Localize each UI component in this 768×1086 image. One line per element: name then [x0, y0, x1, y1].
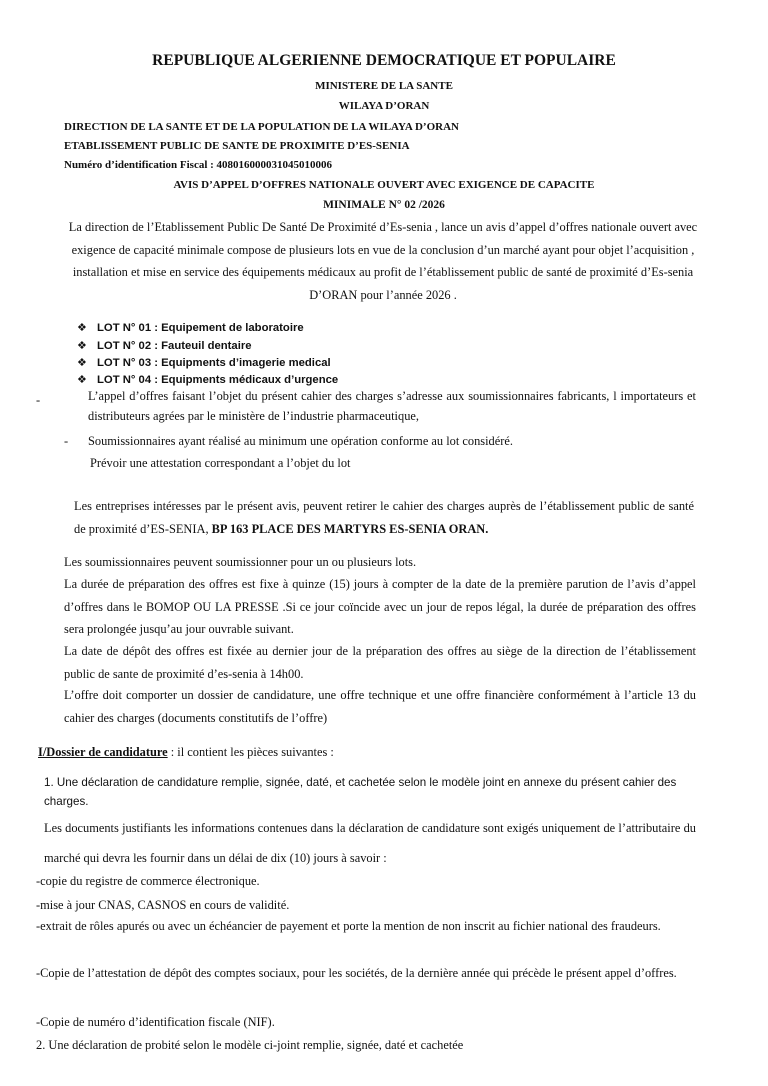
- justification-paragraph: Les documents justifiants les informations contenues dans la déclaration de candidature sont exigés uniquement de l’attributaire du marché qui devra les fournir dans un délai de dix (10) jours à savoir :: [44, 821, 696, 865]
- intro-paragraph: La direction de l’Etablissement Public De Santé De Proximité d’Es-senia , lance un avis d’appel d’offres nationale ouvert avec exigence de capacité minimale compose de plusieurs lots en vue de la conclusion d’un marché ayant pour objet l’acquisition , installation et mise en service des équipements médicaux au profit de l’établissement public de santé de proximité d’Es-senia D’ORAN pour l’année 2026 .: [68, 220, 698, 302]
- dossier-item-1: 1. Une déclaration de candidature remplie, signée, daté, et cachetée selon le modèle joint en annexe du présent cahier des charges.: [44, 776, 677, 808]
- document-item: -Copie de numéro d’identification fiscale (NIF).: [36, 1015, 275, 1029]
- fiscal-id-line: Numéro d’identification Fiscal : 408016000031045010006: [64, 159, 333, 171]
- notice-title-line2: MINIMALE N° 02 /2026: [323, 199, 445, 211]
- document-item: -extrait de rôles apurés ou avec un échéancier de payement et porte la mention de non inscrit au fichier national des fraudeurs.: [36, 919, 661, 933]
- condition-2: Soumissionnaires ayant réalisé au minimum une opération conforme au lot considéré.: [88, 434, 513, 448]
- document-item: -Copie de l’attestation de dépôt des comptes sociaux, pour les sociétés, de la dernière année qui précède le présent appel d’offres.: [36, 966, 677, 980]
- diamond-bullet-icon: ❖: [77, 340, 87, 352]
- establishment-line: ETABLISSEMENT PUBLIC DE SANTE DE PROXIMITE D’ES-SENIA: [64, 140, 410, 152]
- direction-line: DIRECTION DE LA SANTE ET DE LA POPULATION DE LA WILAYA D’ORAN: [64, 121, 459, 133]
- wilaya-line: WILAYA D’ORAN: [338, 100, 430, 112]
- condition-dash: -: [64, 434, 69, 448]
- retrieval-address: BP 163 PLACE DES MARTYRS ES-SENIA ORAN.: [211, 521, 489, 536]
- notice-title-line1: AVIS D’APPEL D’OFFRES NATIONALE OUVERT AVEC EXIGENCE DE CAPACITE: [173, 179, 595, 191]
- dossier-item-2: 2. Une déclaration de probité selon le modèle ci-joint remplie, signée, daté et cachetée: [36, 1038, 464, 1052]
- lot-item: ❖ LOT N° 04 : Equipments médicaux d’urgence: [77, 374, 339, 386]
- document-item: -mise à jour CNAS, CASNOS en cours de validité.: [36, 898, 290, 912]
- body-paragraph-4: L’offre doit comporter un dossier de candidature, une offre technique et une offre financière conformément à l’article 13 du cahier des charges (documents constitutifs de l’offre): [64, 688, 696, 725]
- lot-item: ❖ LOT N° 03 : Equipments d’imagerie medical: [77, 357, 331, 369]
- body-paragraph-2: La durée de préparation des offres est fixe à quinze (15) jours à compter de la date de la première parution de l’avis d’appel d’offres dans le BOMOP OU LA PRESSE .Si ce jour coïncide avec un jour de repos légal, la durée de préparation des offres sera prolongée jusqu’au jour ouvrable suivant.: [64, 577, 696, 636]
- body-paragraph-3: La date de dépôt des offres est fixée au dernier jour de la préparation des offres au siège de la direction de l’établissement public de sante de proximité d’es-senia à 14h00.: [64, 644, 696, 681]
- body-paragraph-1: Les soumissionnaires peuvent soumissionner pour un ou plusieurs lots.: [64, 555, 417, 569]
- republic-title: REPUBLIQUE ALGERIENNE DEMOCRATIQUE ET POPULAIRE: [152, 52, 616, 69]
- retrieval-paragraph: Les entreprises intéresses par le présent avis, peuvent retirer le cahier des charges auprès de l’établissement public de santé de proximité d’ES-SENIA, BP 163 PLACE DES MARTYRS ES-SENIA ORAN.: [74, 499, 694, 536]
- diamond-bullet-icon: ❖: [77, 322, 87, 334]
- ministry-line: MINISTERE DE LA SANTE: [315, 80, 453, 92]
- dossier-heading: I/Dossier de candidature : il contient les pièces suivantes :: [38, 745, 334, 759]
- diamond-bullet-icon: ❖: [77, 374, 87, 386]
- lot-item: ❖ LOT N° 02 : Fauteuil dentaire: [77, 340, 252, 352]
- condition-1: L’appel d’offres faisant l’objet du présent cahier des charges s’adresse aux soumissionnaires fabricants, l importateurs et distributeurs agrées par le ministère de l’industrie pharmaceutique,: [88, 389, 696, 423]
- lot-item: ❖ LOT N° 01 : Equipement de laboratoire: [77, 322, 304, 334]
- condition-3: Prévoir une attestation correspondant a l’objet du lot: [90, 456, 351, 470]
- document-item: -copie du registre de commerce électronique.: [36, 874, 260, 888]
- diamond-bullet-icon: ❖: [77, 357, 87, 369]
- condition-dash: -: [36, 393, 41, 407]
